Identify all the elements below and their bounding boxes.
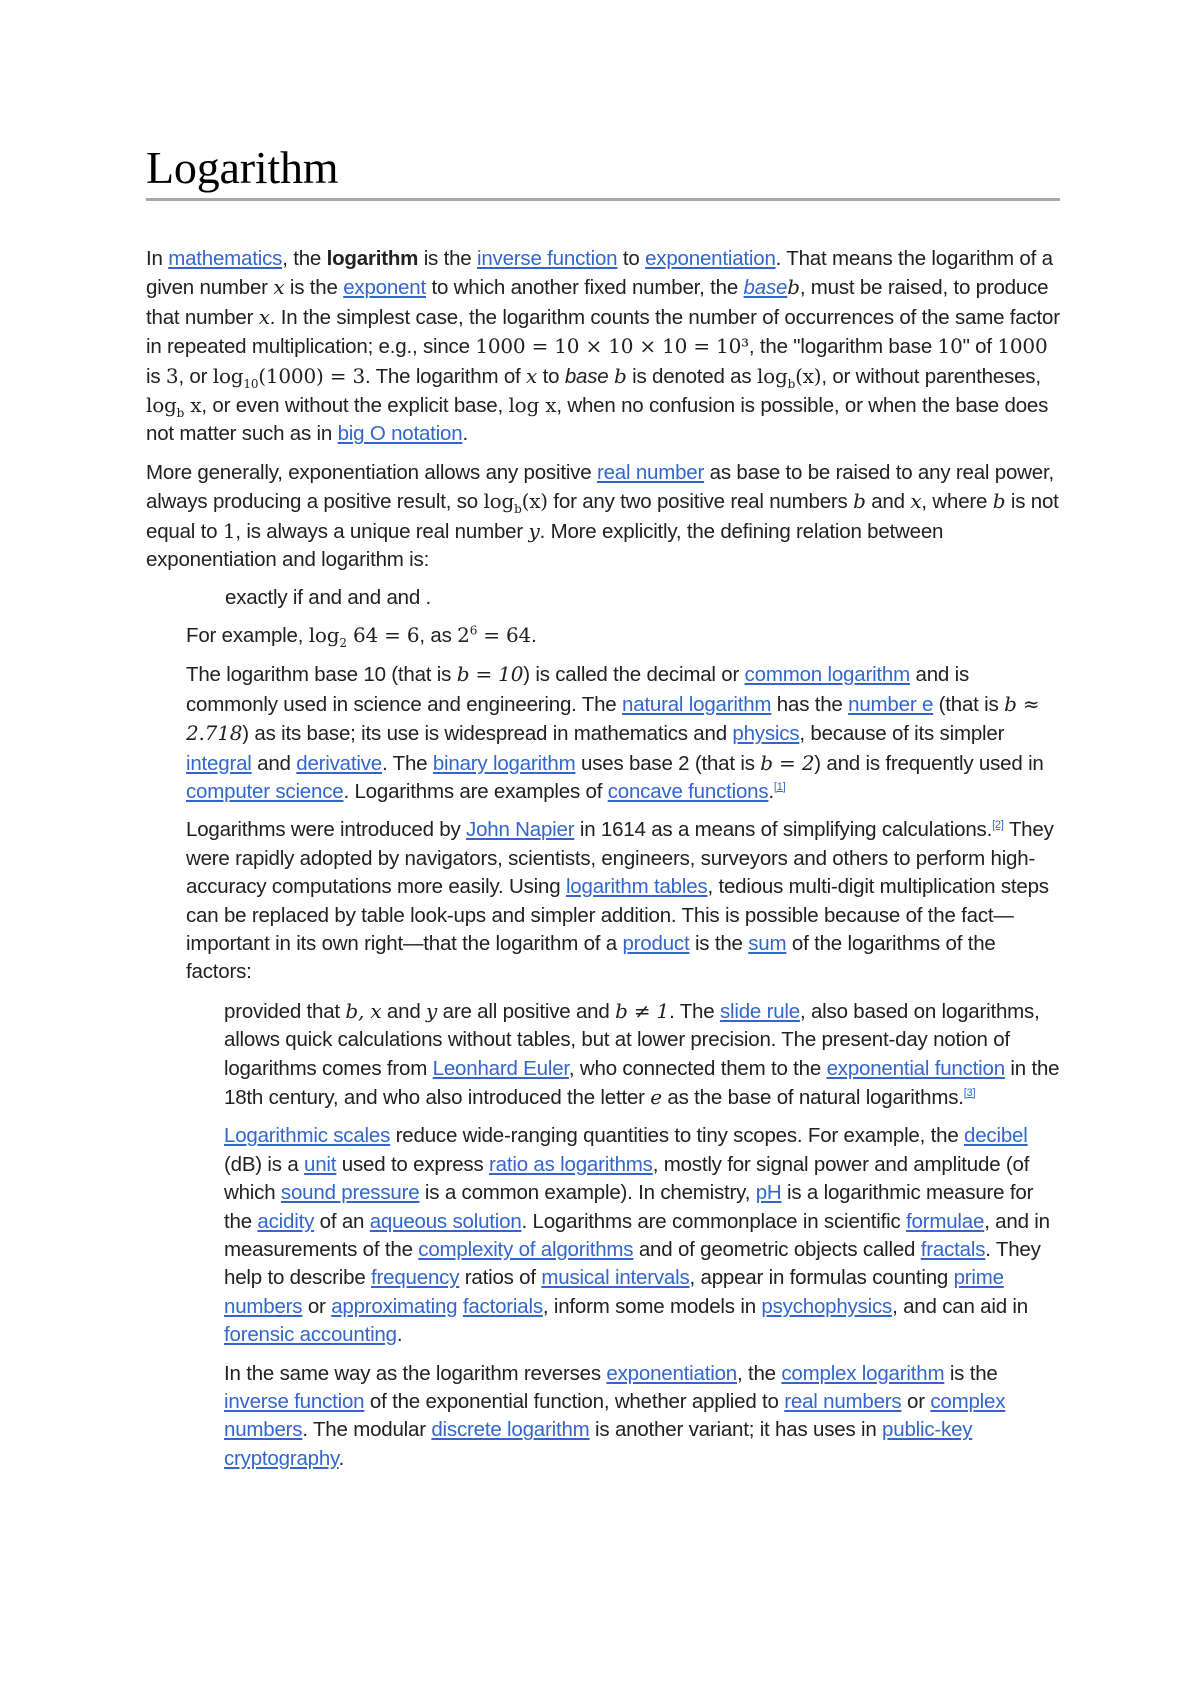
math-part: (x) <box>795 363 822 388</box>
text: as the base of natural logarithms. <box>661 1085 964 1109</box>
text: . More explicitly, the defining relation between exponentiation and logarithm is: <box>146 519 944 572</box>
link-concave-functions[interactable]: concave functions <box>607 779 769 803</box>
text: as base to be raised to any real power, always producing a positive result, so <box>146 460 1054 514</box>
link-ratio-as-logarithms[interactable]: ratio as logarithms <box>489 1152 653 1176</box>
math: log x <box>508 393 557 418</box>
text: , and can aid in <box>892 1294 1028 1318</box>
article <box>146 140 1060 1483</box>
math-part: (x) <box>521 489 548 514</box>
math-part: = 64 <box>477 622 532 647</box>
text: to which another fixed number, the <box>425 276 744 300</box>
text: uses base 2 (that is <box>575 751 761 775</box>
math: b = 2 <box>760 750 815 775</box>
link-computer-science[interactable]: computer science <box>186 779 344 803</box>
text: . That means the logarithm of a given number <box>146 247 1053 300</box>
text: , because of its simpler <box>799 722 1005 746</box>
math: b <box>853 489 866 514</box>
math: b, x <box>345 998 382 1023</box>
math: 1000 = 10 × 10 × 10 = 10³ <box>475 334 749 359</box>
math-sub: b <box>514 502 522 517</box>
text: and <box>251 751 297 775</box>
math: 1000 <box>997 334 1048 359</box>
text: has the <box>771 692 849 716</box>
link-integral[interactable]: integral <box>186 751 252 775</box>
text: is <box>146 364 166 388</box>
math: x <box>273 275 285 300</box>
text: , tedious multi-digit multiplication steps can be replaced by table look-ups and simpler addition. This is possible because of the fact—important in its own right—that the logarithm of a <box>186 875 1049 955</box>
math <box>457 623 531 647</box>
text: and of geometric objects called <box>633 1238 921 1261</box>
text: . In the simplest case, the logarithm counts the number of occurrences of the same factor in repeated multiplication; e.g., since <box>146 305 1060 359</box>
text: . <box>462 422 468 446</box>
math: b ≠ 1 <box>615 998 670 1023</box>
math <box>308 622 420 650</box>
text: reduce wide-ranging quantities to tiny scopes. For example, the <box>390 1124 965 1148</box>
link-fractals[interactable]: fractals <box>920 1238 986 1261</box>
link-ph[interactable]: pH <box>755 1181 782 1205</box>
link-slide-rule[interactable]: slide rule <box>719 999 800 1023</box>
text: are all positive and <box>437 999 616 1023</box>
math: e <box>650 1084 662 1109</box>
link-decibel[interactable]: decibel <box>964 1124 1028 1148</box>
math-sub: b <box>787 376 796 391</box>
link-musical-intervals[interactable]: musical intervals <box>541 1266 690 1290</box>
link-physics[interactable]: physics <box>732 722 800 746</box>
math-part: 2 <box>457 622 470 647</box>
math: x <box>258 304 270 329</box>
link-logarithmic-scales[interactable]: Logarithmic scales <box>224 1124 391 1148</box>
math-part: x <box>184 393 202 418</box>
link-exponentiation[interactable]: exponentiation <box>606 1361 737 1385</box>
paragraph-scales <box>224 1122 1060 1349</box>
text: (dB) is a <box>224 1152 305 1176</box>
math: b <box>992 489 1006 514</box>
text: , where <box>921 490 993 514</box>
math-part: 64 = 6 <box>346 622 420 647</box>
text: . <box>531 623 537 647</box>
link-exponential-function[interactable]: exponential function <box>826 1056 1005 1080</box>
math-part: log <box>483 489 515 514</box>
paragraph-complex <box>224 1360 1060 1474</box>
text: , also based on logarithms, allows quick calculations without tables, but at lower precision. The present-day notion of logarithms comes from <box>224 999 1040 1080</box>
math: 10 <box>937 334 963 359</box>
math: y <box>426 998 438 1023</box>
link-inverse-function[interactable]: inverse function <box>224 1390 365 1414</box>
text: ) is called the decimal or <box>523 663 745 687</box>
math: b <box>787 275 800 300</box>
math <box>146 393 202 421</box>
reference-link[interactable]: [1] <box>773 781 786 794</box>
math: b <box>613 363 627 388</box>
text: The logarithm base 10 (that is <box>186 663 457 687</box>
text: (that is <box>933 692 1005 716</box>
paragraph-example <box>186 621 1060 650</box>
link-sum[interactable]: sum <box>748 931 787 955</box>
text: . The <box>669 999 720 1023</box>
reference-link[interactable]: [3] <box>963 1087 976 1100</box>
math <box>483 489 548 517</box>
bold-term: logarithm <box>326 247 419 270</box>
text: ) as its base; its use is widespread in mathematics and <box>242 722 733 746</box>
text: for any two positive real numbers <box>547 490 854 514</box>
text: , as <box>419 623 458 647</box>
link-john-napier[interactable]: John Napier <box>466 818 575 842</box>
math <box>756 363 822 391</box>
text: , the <box>282 247 327 270</box>
link-exponentiation[interactable]: exponentiation <box>645 247 776 270</box>
text: or <box>901 1390 931 1414</box>
link-acidity[interactable]: acidity <box>257 1209 315 1233</box>
link-leonhard-euler[interactable]: Leonhard Euler <box>432 1056 569 1080</box>
link-binary-logarithm[interactable]: binary logarithm <box>432 751 576 775</box>
math-sup: 6 <box>469 623 478 638</box>
link-frequency[interactable]: frequency <box>371 1266 460 1290</box>
link-formulae[interactable]: formulae <box>906 1209 985 1233</box>
link-factorials[interactable]: factorials <box>462 1294 543 1318</box>
text: , who connected them to the <box>568 1056 827 1080</box>
text: used to express <box>336 1152 490 1176</box>
italic-term: base <box>564 364 609 388</box>
text: , must be raised, to produce that number <box>146 276 1049 329</box>
link-base[interactable]: base <box>743 276 788 300</box>
page-title: Logarithm <box>146 140 1060 201</box>
link-exponent[interactable]: exponent <box>343 276 426 300</box>
text: Logarithms were introduced by <box>186 818 467 842</box>
text: In the same way as the logarithm reverses <box>224 1361 607 1385</box>
text: in 1614 as a means of simplifying calculations. <box>574 818 993 842</box>
paragraph-bases <box>186 660 1060 806</box>
text: . Logarithms are examples of <box>343 779 608 803</box>
text: . They help to describe <box>224 1238 1041 1290</box>
text: is not equal to <box>146 490 1059 543</box>
text: is a logarithmic measure for the <box>224 1181 1034 1233</box>
link-real-numbers[interactable]: real numbers <box>784 1390 902 1414</box>
link-discrete-logarithm[interactable]: discrete logarithm <box>431 1418 590 1442</box>
math <box>212 363 365 391</box>
text: of the exponential function, whether applied to <box>364 1390 785 1414</box>
link-psychophysics[interactable]: psychophysics <box>761 1294 893 1318</box>
link-mathematics[interactable]: mathematics <box>168 247 283 270</box>
text: . <box>768 779 774 803</box>
paragraph-general <box>146 459 1060 575</box>
text: . The logarithm of <box>364 364 527 388</box>
math: b ≈ 2.718 <box>186 691 1040 746</box>
math-part: (1000) = 3 <box>258 363 365 388</box>
link-product[interactable]: product <box>622 931 690 955</box>
math: 3 <box>165 363 179 388</box>
link-public-key-cryptography[interactable]: public-key cryptography <box>224 1418 973 1470</box>
link-natural-logarithm[interactable]: natural logarithm <box>622 692 772 716</box>
defining-relation: exactly if and and and . <box>225 586 432 610</box>
link-inverse-function[interactable]: inverse function <box>477 247 618 270</box>
text: in the 18th century, and who also introduced the letter <box>224 1056 1060 1109</box>
text: is the <box>944 1361 998 1385</box>
paragraph-slide-rule <box>224 997 1060 1113</box>
text: provided that <box>224 999 346 1023</box>
text: . Logarithms are commonplace in scientific <box>521 1209 907 1233</box>
text: , when no confusion is possible, or when the base does not matter such as in <box>146 394 1049 446</box>
text: of an <box>314 1209 370 1233</box>
text: For example, <box>186 623 309 647</box>
text: , inform some models in <box>542 1294 762 1318</box>
text: . The <box>382 751 433 775</box>
text: ) and is frequently used in <box>814 751 1044 775</box>
text: and <box>865 490 911 514</box>
text: They were rapidly adopted by navigators, scientists, engineers, surveyors and others to perform high-accuracy computations more easily. Using <box>186 818 1054 899</box>
text: " of <box>962 335 998 359</box>
text: is the <box>284 276 344 300</box>
text: , the "logarithm base <box>748 335 938 359</box>
text: , the <box>736 1361 782 1385</box>
text: . <box>338 1446 345 1470</box>
math: 1 <box>222 518 236 543</box>
text: ratios of <box>459 1266 542 1290</box>
link-sound-pressure[interactable]: sound pressure <box>280 1181 420 1205</box>
text: is another variant; it has uses in <box>589 1418 883 1442</box>
text: of the logarithms of the factors: <box>186 931 996 984</box>
link-complex-logarithm[interactable]: complex logarithm <box>781 1361 945 1385</box>
link-logarithm-tables[interactable]: logarithm tables <box>565 875 708 899</box>
text: More generally, exponentiation allows any positive <box>146 460 597 484</box>
math: y <box>528 518 540 543</box>
text: to <box>617 247 646 270</box>
link-complex-numbers[interactable]: complex numbers <box>224 1390 1006 1442</box>
text: is the <box>418 247 477 270</box>
math-part: log <box>212 363 244 388</box>
text: to <box>537 364 565 388</box>
link-complexity-of-algorithms[interactable]: complexity of algorithms <box>418 1238 634 1261</box>
math-sub: b <box>176 406 185 421</box>
math: b = 10 <box>456 662 524 687</box>
text: is a common example). In chemistry, <box>419 1181 756 1205</box>
text: is the <box>689 931 749 955</box>
text: and is commonly used in science and engineering. The <box>186 663 969 716</box>
link-aqueous-solution[interactable]: aqueous solution <box>369 1209 522 1233</box>
text: , and in measurements of the <box>224 1209 1050 1261</box>
math-part: log <box>308 622 340 647</box>
text: , appear in formulas counting <box>689 1266 954 1290</box>
link-number-e[interactable]: number e <box>848 692 934 716</box>
text: , or <box>178 364 213 388</box>
text: , mostly for signal power and amplitude (of which <box>224 1152 1030 1205</box>
text: , or without parentheses, <box>821 364 1041 388</box>
math: x <box>526 363 538 388</box>
text: , is always a unique real number <box>235 519 529 543</box>
text: and <box>381 999 427 1023</box>
link-unit[interactable]: unit <box>304 1152 337 1176</box>
math: x <box>910 489 922 514</box>
link-prime-numbers[interactable]: prime numbers <box>224 1266 1004 1318</box>
math-sub: 10 <box>243 376 259 391</box>
math-sub: 2 <box>339 635 347 650</box>
paragraph-history <box>186 816 1060 986</box>
text: In <box>146 247 169 270</box>
text: is denoted as <box>626 364 757 388</box>
link-forensic-accounting[interactable]: forensic accounting <box>224 1323 397 1347</box>
link-common-logarithm[interactable]: common logarithm <box>744 663 910 687</box>
link-real-number[interactable]: real number <box>596 460 705 484</box>
link-approximating[interactable]: approximating <box>331 1294 458 1318</box>
math-part: log <box>146 393 177 418</box>
text: or <box>302 1294 332 1318</box>
text: . <box>396 1323 403 1347</box>
math-part: log <box>756 363 788 388</box>
text: . The modular <box>302 1418 432 1442</box>
link-derivative[interactable]: derivative <box>296 751 382 775</box>
paragraph-intro <box>146 245 1060 449</box>
link-big-o-notation[interactable]: big O notation <box>337 422 463 446</box>
reference-link[interactable]: [2] <box>992 819 1004 832</box>
text: , or even without the explicit base, <box>201 394 509 418</box>
